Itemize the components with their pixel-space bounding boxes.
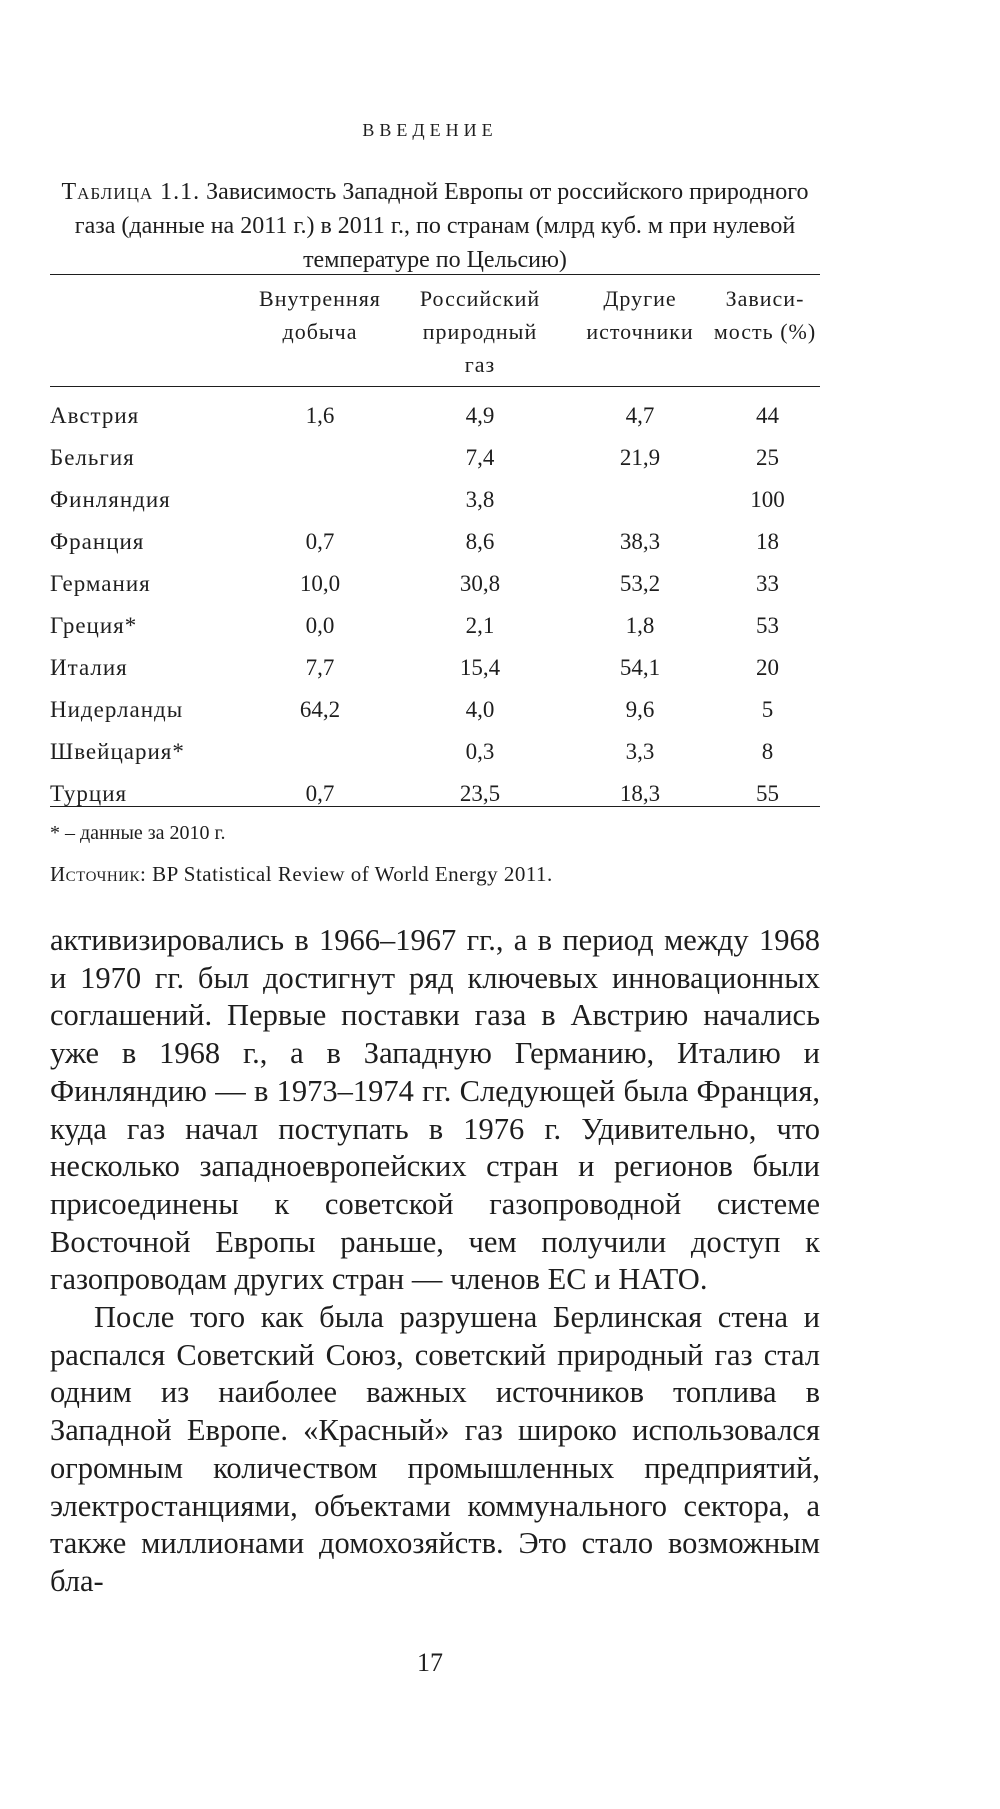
- cell-russian: 23,5: [459, 781, 501, 806]
- cell-dependency: 5: [761, 697, 774, 722]
- cell-russian: 30,8: [459, 571, 501, 596]
- cell-other: 3,3: [625, 739, 655, 764]
- cell-russian: 8,6: [465, 529, 495, 554]
- cell-country: Швейцария*: [50, 739, 185, 764]
- table-row: [50, 395, 820, 437]
- cell-dependency: 8: [761, 739, 774, 764]
- table-top-rule: [50, 274, 820, 275]
- cell-domestic: 64,2: [299, 697, 341, 722]
- table-source: [50, 862, 553, 887]
- cell-russian: 3,8: [465, 487, 495, 512]
- source-label: Источник:: [50, 862, 147, 886]
- cell-dependency: 20: [756, 655, 779, 680]
- table-caption-label: Таблица 1.1.: [61, 179, 201, 205]
- source-text: BP Statistical Review of World Energy 2011.: [152, 862, 553, 886]
- cell-russian: 4,9: [465, 403, 495, 428]
- cell-dependency: 25: [756, 445, 779, 470]
- table-row: [50, 689, 820, 731]
- cell-domestic: 7,7: [305, 655, 335, 680]
- table-row: [50, 563, 820, 605]
- cell-country: Турция: [50, 781, 128, 806]
- body-text: [50, 922, 820, 1601]
- column-header-other: Другие источники: [586, 286, 694, 344]
- cell-country: Финляндия: [50, 487, 171, 512]
- cell-country: Нидерланды: [50, 697, 184, 722]
- cell-other: [565, 479, 715, 521]
- cell-domestic: 0,7: [305, 781, 335, 806]
- table-caption: [50, 175, 820, 277]
- cell-country: Австрия: [50, 403, 140, 428]
- cell-other: 38,3: [619, 529, 661, 554]
- cell-country: Италия: [50, 655, 128, 680]
- paragraph: После того как была разрушена Берлинская стена и распался Советский Союз, советский природный газ стал одним из наиболее важных источников топлива в Западной Европе. «Красный» газ широко использовался огромным количеством промышленных предприятий, электростанциями, объектами коммунального сектора, а также миллионами домохозяйств. Это стало возможным бла-: [50, 1300, 820, 1598]
- cell-domestic: 1,6: [305, 403, 335, 428]
- cell-other: 21,9: [619, 445, 661, 470]
- cell-dependency: 33: [756, 571, 779, 596]
- cell-domestic: [245, 731, 395, 773]
- gas-dependency-table: [50, 395, 820, 815]
- table-header-rule: [50, 386, 820, 387]
- cell-other: 53,2: [619, 571, 661, 596]
- table-footnote: * – данные за 2010 г.: [50, 822, 226, 844]
- cell-domestic: 10,0: [299, 571, 341, 596]
- cell-russian: 0,3: [465, 739, 495, 764]
- running-head: ВВЕДЕНИЕ: [362, 120, 498, 140]
- page-number: 17: [417, 1648, 443, 1677]
- cell-country: Бельгия: [50, 445, 135, 470]
- cell-dependency: 53: [756, 613, 779, 638]
- cell-country: Германия: [50, 571, 151, 596]
- cell-other: 54,1: [619, 655, 661, 680]
- table-row: [50, 731, 820, 773]
- cell-domestic: 0,7: [305, 529, 335, 554]
- table-row: [50, 773, 820, 815]
- cell-dependency: 100: [750, 487, 785, 512]
- cell-other: 1,8: [625, 613, 655, 638]
- cell-russian: 15,4: [459, 655, 501, 680]
- cell-domestic: [245, 479, 395, 521]
- cell-other: 4,7: [625, 403, 655, 428]
- cell-dependency: 44: [756, 403, 779, 428]
- cell-other: 9,6: [625, 697, 655, 722]
- cell-dependency: 18: [756, 529, 779, 554]
- table-row: [50, 521, 820, 563]
- column-header-russian: Российский природный газ: [419, 286, 541, 377]
- cell-domestic: [245, 437, 395, 479]
- column-header-dependency: Зависи- мость (%): [713, 286, 817, 344]
- table-row: [50, 647, 820, 689]
- column-header-domestic: Внутренняя добыча: [259, 286, 381, 344]
- cell-domestic: 0,0: [305, 613, 335, 638]
- paragraph: активизировались в 1966–1967 гг., а в период между 1968 и 1970 гг. был достигнут ряд ключевых инновационных соглашений. Первые поставки газа в Австрию начались уже в 1968 г., а в Западную Германию, Италию и Финляндию — в 1973–1974 гг. Следующей была Франция, куда газ начал поступать в 1976 г. Удивительно, что несколько западноевропейских стран и регионов были присоединены к советской газопроводной системе Восточной Европы раньше, чем получили доступ к газопроводам других стран — членов ЕС и НАТО.: [50, 923, 820, 1297]
- cell-other: 18,3: [619, 781, 661, 806]
- cell-dependency: 55: [756, 781, 779, 806]
- table-bottom-rule: [50, 806, 820, 807]
- table-row: [50, 437, 820, 479]
- cell-russian: 7,4: [465, 445, 495, 470]
- table-row: [50, 479, 820, 521]
- cell-russian: 2,1: [465, 613, 495, 638]
- cell-country: Франция: [50, 529, 145, 554]
- cell-country: Греция*: [50, 613, 138, 638]
- table-row: [50, 605, 820, 647]
- table-caption-text: Зависимость Западной Европы от российского природного газа (данные на 2011 г.) в 2011 г., по странам (млрд куб. м при нулевой температуре по Цельсию): [74, 179, 809, 273]
- cell-russian: 4,0: [465, 697, 495, 722]
